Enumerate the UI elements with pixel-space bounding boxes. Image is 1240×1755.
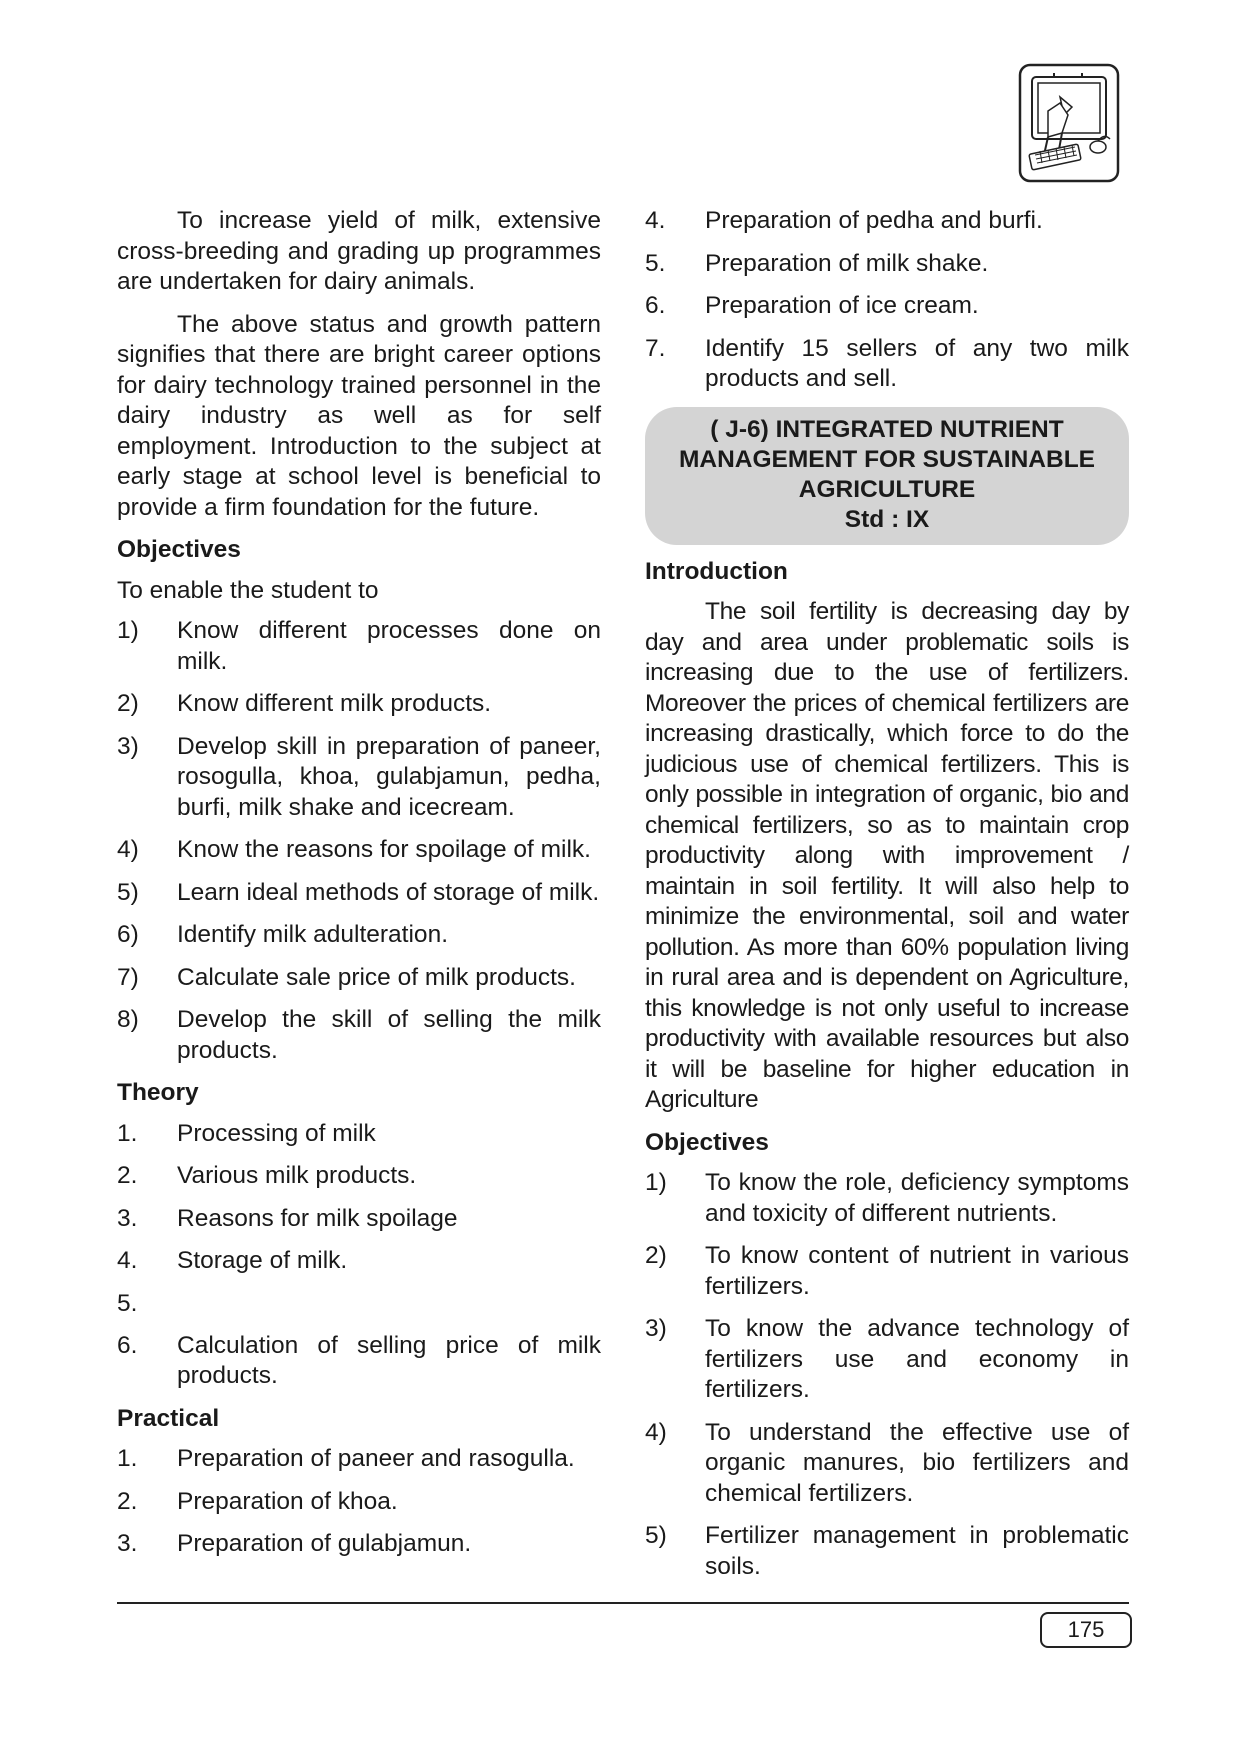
list-item: 2) To know content of nutrient in various fertilizers. bbox=[645, 1242, 1129, 1300]
list-item: 4. Storage of milk. bbox=[117, 1247, 348, 1274]
introduction-heading: Introduction bbox=[645, 557, 788, 585]
list-item: 3. Preparation of gulabjamun. bbox=[117, 1530, 472, 1557]
left-column bbox=[117, 206, 601, 1572]
list-item: 6. Preparation of ice cream. bbox=[645, 292, 979, 319]
list-item: 3) To know the advance technology of fertilizers use and economy in fertilizers. bbox=[645, 1315, 1129, 1403]
section-title-line: MANAGEMENT FOR SUSTAINABLE bbox=[678, 445, 1096, 473]
section-std-label: Std : IX bbox=[844, 505, 930, 533]
theory-heading: Theory bbox=[117, 1079, 199, 1106]
section-title-line: ( J-6) INTEGRATED NUTRIENT bbox=[710, 415, 1064, 443]
list-item: 5. bbox=[117, 1289, 138, 1317]
practical-heading: Practical bbox=[117, 1404, 220, 1432]
footer-rule bbox=[117, 1602, 1129, 1604]
theory-list bbox=[117, 1119, 601, 1392]
intro-paragraph-1: To increase yield of milk, extensive cross-breeding and grading up programmes are undertaken for dairy animals. bbox=[117, 207, 601, 295]
list-item: 7. Identify 15 sellers of any two milk products and sell. bbox=[645, 334, 1129, 392]
objectives-heading-right: Objectives bbox=[645, 1128, 769, 1156]
list-item: 2. Various milk products. bbox=[117, 1162, 417, 1189]
list-item: 1. Processing of milk bbox=[117, 1119, 376, 1147]
list-item: 8) Develop the skill of selling the milk products. bbox=[117, 1006, 601, 1064]
practical-list bbox=[117, 1444, 601, 1560]
list-item: 4) Know the reasons for spoilage of milk. bbox=[117, 836, 591, 863]
list-item: 5) Learn ideal methods of storage of milk. bbox=[117, 878, 600, 906]
list-item: 4. Preparation of pedha and burfi. bbox=[645, 207, 1043, 234]
list-item: 5. Preparation of milk shake. bbox=[645, 249, 989, 277]
objectives-lead: To enable the student to bbox=[117, 576, 379, 604]
section-title-box bbox=[645, 407, 1129, 545]
intro-paragraph-2: The above status and growth pattern signifies that there are bright career options for dairy technology trained personnel in the dairy industry as well as for self employment. Introduction to the subject at early stage at school level is beneficial to provide a firm foundation for the future. bbox=[117, 310, 601, 521]
list-item: 2. Preparation of khoa. bbox=[117, 1487, 398, 1515]
introduction-paragraph: The soil fertility is decreasing day by day and area under problematic soils is increasing due to the use of fertilizers. Moreover the prices of chemical fertilizers are increasing drastically, which force to do the judicious use of chemical fertilizers. This is only possible in integration of organic, bio and chemical fertilizers, so as to maintain crop productivity along with improvement / maintain in soil fertility. It will also help to minimize the environmental, soil and water pollution. As more than 60% population living in rural area and is dependent on Agriculture, this knowledge is not only useful to increase productivity with available resources but also it will be baseline for higher education in Agriculture bbox=[645, 598, 1129, 1113]
list-item: 6. Calculation of selling price of milk products. bbox=[117, 1331, 601, 1389]
list-item: 3) Develop skill in preparation of paneer, rosogulla, khoa, gulabjamun, pedha, burfi, milk shake and icecream. bbox=[117, 732, 601, 821]
section-title-line: AGRICULTURE bbox=[798, 475, 976, 503]
list-item: 1) To know the role, deficiency symptoms and toxicity of different nutrients. bbox=[645, 1169, 1129, 1227]
objectives-list-right bbox=[645, 1168, 1129, 1582]
right-column bbox=[645, 206, 1129, 1594]
practical-list-continued bbox=[645, 206, 1129, 395]
objectives-list bbox=[117, 616, 601, 1066]
computer-drawing-icon bbox=[1018, 63, 1120, 183]
page-number: 175 bbox=[1040, 1612, 1132, 1648]
list-item: 1. Preparation of paneer and rasogulla. bbox=[117, 1445, 575, 1472]
list-item: 2) Know different milk products. bbox=[117, 690, 492, 717]
objectives-heading: Objectives bbox=[117, 536, 241, 563]
list-item: 3. Reasons for milk spoilage bbox=[117, 1204, 458, 1232]
list-item: 6) Identify milk adulteration. bbox=[117, 921, 448, 948]
list-item: 4) To understand the effective use of organic manures, bio fertilizers and chemical fertilizers. bbox=[645, 1418, 1129, 1507]
list-item: 1) Know different processes done on milk. bbox=[117, 617, 601, 675]
list-item: 7) Calculate sale price of milk products. bbox=[117, 963, 576, 991]
list-item: 5) Fertilizer management in problematic soils. bbox=[645, 1522, 1129, 1580]
